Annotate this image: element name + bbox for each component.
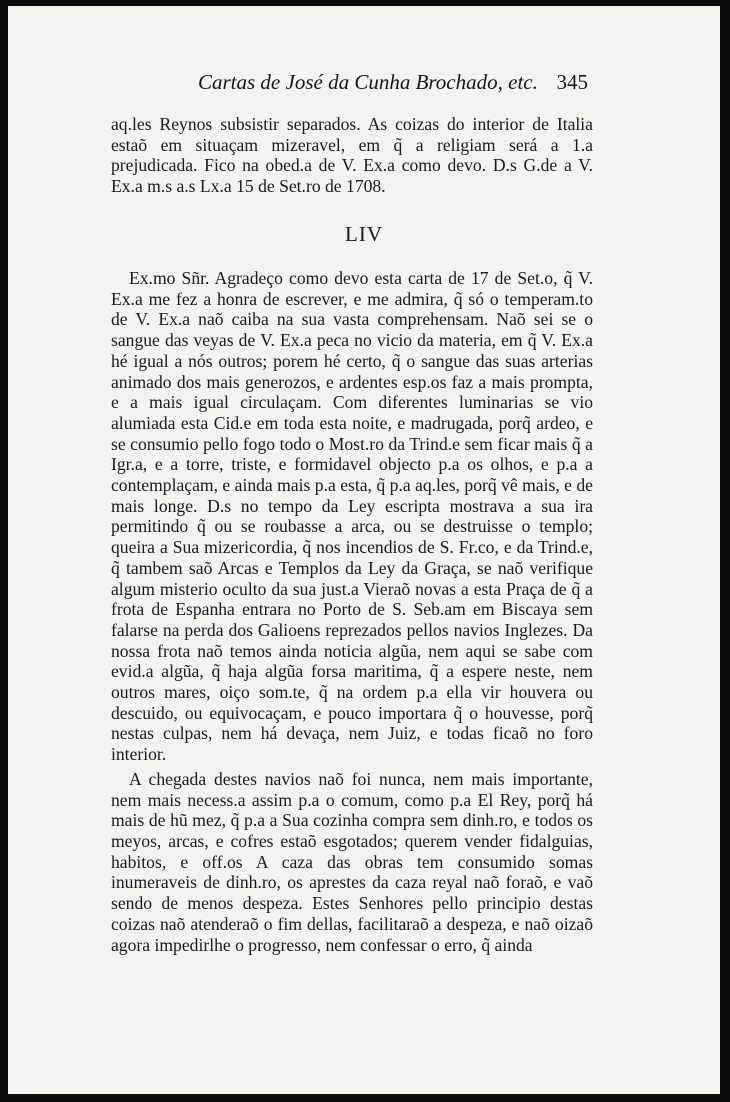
page-number: 345 <box>556 70 588 94</box>
letter-body <box>111 268 593 955</box>
letter-paragraph-1: Ex.mo Sñr. Agradeço como devo esta carta de 17 de Set.o, q̃ V. Ex.a me fez a honra de escrever, e me admira, q̃ só o temperam.to de V. Ex.a naõ caiba na sua vasta comprehensam. Naõ sei se o sangue das veyas de V. Ex.a peca no vicio da materia, em q̃ V. Ex.a hé igual a nós outros; porem hé certo, q̃ o sangue das suas arterias animado dos mais generozos, e ardentes esp.os faz a mais prompta, e a mais igual circulaçam. Com diferentes luminarias se vio alumiada esta Cid.e em toda esta noite, e madrugada, porq̃ ardeo, e se consumio pello fogo todo o Most.ro da Trind.e sem ficar mais q̃ a Igr.a, e a torre, triste, e formidavel objecto p.a os olhos, e p.a a contemplaçam, e ainda mais p.a esta, q̃ p.a aq.les, porq̃ vê mais, e de mais longe. D.s no tempo da Ley escripta mostrava a sua ira permitindo q̃ ou se roubasse a arca, ou se destruisse o templo; queira a Sua mizericordia, q̃ nos incendios de S. Fr.co, e da Trind.e, q̃ tambem saõ Arcas e Templos da Ley da Graça, se naõ verifique algum misterio oculto da sua just.a Vieraõ novas a esta Praça de q̃ a frota de Espanha entrara no Porto de S. Seb.am em Biscaya sem falarse na perda dos Galioens reprezados pellos navios Inglezes. Da nossa frota naõ temos ainda noticia algũa, nem aqui se sabe com evid.a algũa, q̃ haja algũa forsa maritima, q̃ a espere neste, nem outros mares, oiço som.te, q̃ na ordem p.a ella vir houvera ou descuido, ou equivocaçam, e pouco importara q̃ o houvesse, porq̃ nestas culpas, nem há devaça, nem Juiz, e todas ficaõ no foro interior. <box>111 268 593 765</box>
running-title: Cartas de José da Cunha Brochado, etc. <box>198 70 538 94</box>
continuation-text <box>111 114 593 197</box>
letter-paragraph-2: A chegada destes navios naõ foi nunca, nem mais importante, nem mais necess.a assim p.a o comum, como p.a El Rey, porq̃ há mais de hũ mez, q̃ p.a a Sua cozinha compra sem dinh.ro, e todos os meyos, arcas, e cofres estaõ esgotados; querem vender fidalguias, habitos, e off.os A caza das obras tem consumido somas inumeraveis de dinh.ro, os aprestes da caza reyal naõ foraõ, e vaõ sendo de menos despeza. Estes Senhores pello principio destas coizas naõ atenderaõ o fim dellas, facilitaraõ a despeza, e naõ oizaõ agora impedirlhe o progresso, nem confessar o erro, q̃ ainda <box>111 768 593 955</box>
book-page <box>8 6 720 1094</box>
continuation-paragraph: aq.les Reynos subsistir separados. As coizas do interior de Italia estaõ em situaçam mizeravel, em q̃ a religiam será a 1.a prejudicada. Fico na obed.a de V. Ex.a como devo. D.s G.de a V. Ex.a m.s a.s Lx.a 15 de Set.ro de 1708. <box>111 114 593 197</box>
letter-number-heading: LIV <box>345 222 383 246</box>
